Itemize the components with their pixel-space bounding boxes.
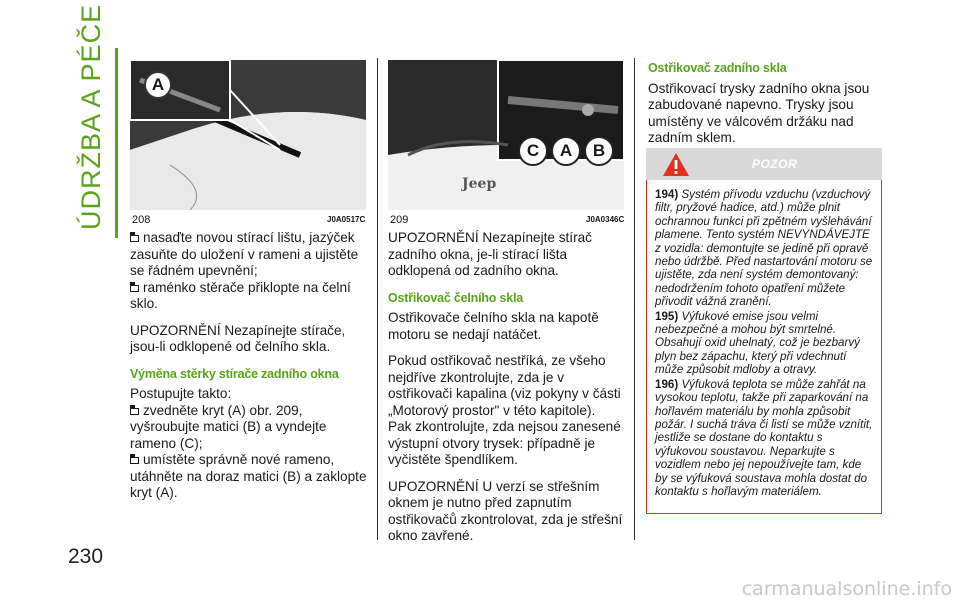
- figure-code: J0A0517C: [327, 215, 366, 224]
- figure-code: J0A0346C: [586, 215, 625, 224]
- callout-a: A: [144, 71, 172, 99]
- bullet-item: nasaďte novou stírací lištu, jazýček zasuňte do uložení v rameni a ujistěte se řádném upevnění;: [130, 230, 359, 278]
- jeep-badge: Jeep: [462, 176, 497, 192]
- section-heading: Výměna stěrky stírače zadního okna: [130, 366, 339, 381]
- warning-triangle-icon: [662, 152, 690, 177]
- column-divider: [634, 58, 635, 540]
- callout-a: A: [551, 136, 581, 166]
- note: UPOZORNĚNÍ Nezapínejte stírače, jsou-li odklopené od čelního skla.: [130, 322, 346, 354]
- bullet-icon: [130, 282, 139, 293]
- figure-number: 209: [390, 214, 409, 226]
- warning-item: 195) Výfukové emise jsou velmi nebezpečné a mohou být smrtelné. Obsahují oxid uhelnatý, což je bezbarvý plyn bez zápachu, který při vdechnutí může způsobit mdloby a otravy.: [655, 309, 860, 377]
- callout-c: C: [518, 136, 548, 166]
- bullet-item: umístěte správně nové rameno, utáhněte na doraz matici (B) a zaklopte kryt (A).: [130, 452, 367, 500]
- paragraph: Ostřikovací trysky zadního okna jsou zabudované napevno. Trysky jsou umístěny ve válcovém držáku nad zadním sklem.: [648, 80, 870, 145]
- note: UPOZORNĚNÍ Nezapínejte stírač zadního okna, je-li stírací lišta odklopená od zadního okna.: [388, 230, 592, 278]
- warning-item: 194) Systém přívodu vzduchu (vzduchový filtr, pryžové hadice, atd.) může plnit ochrannou funkci při zpětném vyšlehávání plamene. Tento systém NEVYNDÁVEJTE z vozidla: demontujte se jedině při opravě nebo údržbě. Před nastartování motoru se ujistěte, zda není systém demontovaný: nedodržením tohoto opatření můžete přivodit vážná zranění.: [655, 188, 873, 309]
- paragraph: Pak zkontrolujte, zda nejsou zanesené výstupní otvory trysek: případně je vyčistěte špendlíkem.: [388, 419, 621, 467]
- paragraph: Pokud ostřikovač nestříká, ze všeho nejdříve zkontrolujte, zda je v ostřikovači kapalina (viz pokyny v části „Motorový prostor" v této kapitole).: [388, 353, 621, 418]
- bullet-item: zvedněte kryt (A) obr. 209, vyšroubujte matici (B) a vyndejte rameno (C);: [130, 402, 327, 451]
- warning-title: POZOR: [752, 157, 798, 171]
- section-title: ÚDRŽBA A PÉČE: [76, 3, 106, 230]
- section-heading: Ostřikovač zadního skla: [648, 61, 787, 75]
- section-heading: Ostřikovač čelního skla: [388, 290, 524, 305]
- column-3: [648, 56, 884, 157]
- bullet-item: raménko stěrače přiklopte na čelní sklo.: [130, 279, 351, 311]
- section-rule: [115, 48, 118, 238]
- warning-box: [646, 180, 882, 514]
- warning-item: 196) Výfuková teplota se může zahřát na vysokou teplotu, takže při zaparkování na hořlavém materiálu by mohla způsobit požár. I suchá tráva či listí se může vznítit, jestliže se dostane do kontaktu s výfukovou soustavou. Neparkujte s vozidlem nebo jej nepoužívejte tam, kde by se výfuková soustava mohla dostat do kontaktu s hořlavým materiálem.: [655, 377, 873, 498]
- paragraph: Ostřikovače čelního skla na kapotě motoru se nedají natáčet.: [388, 310, 599, 342]
- bullet-icon: [130, 232, 139, 243]
- column-2: [388, 230, 626, 555]
- column-1: [130, 230, 368, 502]
- figure-209-photo: [388, 60, 624, 210]
- bullet-icon: [130, 454, 139, 465]
- callout-b: B: [584, 136, 614, 166]
- note: UPOZORNĚNÍ U verzí se střešním oknem je nutno před zapnutím ostřikovačů zkontrolovat, zda je střešní okno zavřené.: [388, 478, 623, 543]
- bullet-icon: [130, 405, 139, 416]
- column-divider: [377, 58, 378, 540]
- figure-number: 208: [132, 214, 151, 226]
- watermark: carmanualsonline.info: [741, 578, 952, 600]
- page-number: 230: [68, 545, 104, 568]
- warning-header: [646, 148, 882, 180]
- intro-text: Postupujte takto:: [130, 386, 232, 401]
